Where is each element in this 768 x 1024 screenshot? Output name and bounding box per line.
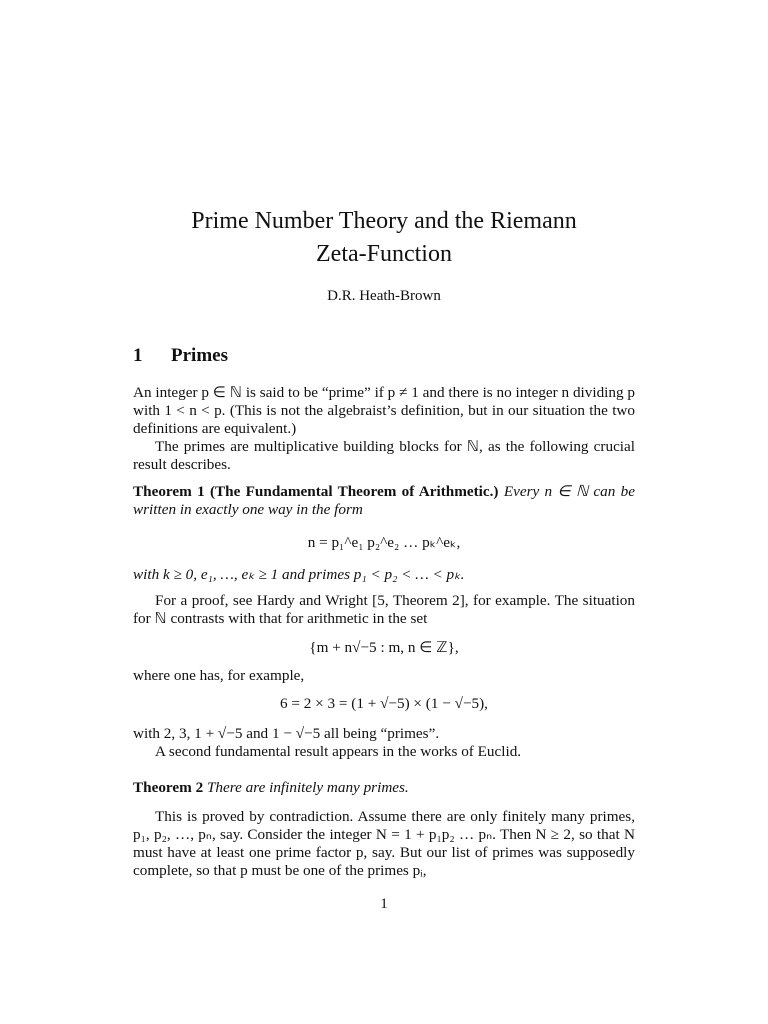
theorem-2-body: There are infinitely many primes. [206, 779, 409, 796]
section-number: 1 [133, 345, 143, 366]
display-set: {m + n√−5 : m, n ∈ ℤ}, [309, 639, 459, 656]
paragraph-example-intro: where one has, for example, [133, 667, 305, 684]
display-factorization: 6 = 2 × 3 = (1 + √−5) × (1 − √−5), [280, 695, 488, 712]
theorem-2-statement [133, 779, 635, 797]
author: D.R. Heath-Brown [327, 288, 441, 304]
title-line-1: Prime Number Theory and the Riemann [191, 208, 577, 234]
page-number: 1 [380, 896, 388, 912]
paragraph-building-blocks: The primes are multiplicative building blocks for ℕ, as the following crucial result describes. [133, 438, 635, 473]
paper-title [0, 205, 768, 271]
paragraph-definition: An integer p ∈ ℕ is said to be “prime” if p ≠ 1 and there is no integer n dividing p with 1 < n < p. (This is not the algebraist’s definition, but in our situation the two definitions are equivalent.) [133, 384, 635, 437]
theorem-1-tail: with k ≥ 0, e₁, …, eₖ ≥ 1 and primes p₁ < p₂ < … < pₖ. [133, 566, 465, 583]
theorem-1 [133, 483, 635, 584]
theorem-1-display: n = p₁^e₁ p₂^e₂ … pₖ^eₖ, [307, 534, 461, 551]
title-line-2: Zeta-Function [316, 241, 452, 267]
body-paragraph-1 [133, 384, 635, 474]
theorem-2 [133, 779, 635, 797]
section-title: Primes [171, 345, 228, 366]
body-paragraph-2 [133, 592, 635, 761]
theorem-1-head: Theorem 1 (The Fundamental Theorem of Arithmetic.) [133, 483, 499, 500]
paragraph-euclid-proof: This is proved by contradiction. Assume there are only finitely many primes, p₁, p₂, …, pₙ, say. Consider the integer N = 1 + p₁p₂ … pₙ. Then N ≥ 2, so that N must have at least one prime factor p, say. But our list of primes was supposedly complete, so that p must be one of the primes pᵢ, [133, 808, 635, 879]
theorem-1-statement [133, 483, 635, 519]
theorem-1-body: Every n ∈ ℕ can be written in exactly one way in the form [133, 483, 635, 518]
paragraph-proof-reference: For a proof, see Hardy and Wright [5, Theorem 2], for example. The situation for ℕ contrasts with that for arithmetic in the set [133, 592, 635, 627]
paragraph-primes-example: with 2, 3, 1 + √−5 and 1 − √−5 all being “primes”. [133, 725, 440, 742]
section-heading [133, 345, 228, 367]
theorem-2-head: Theorem 2 [133, 779, 204, 796]
body-paragraph-3 [133, 808, 635, 880]
paragraph-euclid: A second fundamental result appears in the works of Euclid. [155, 743, 522, 760]
